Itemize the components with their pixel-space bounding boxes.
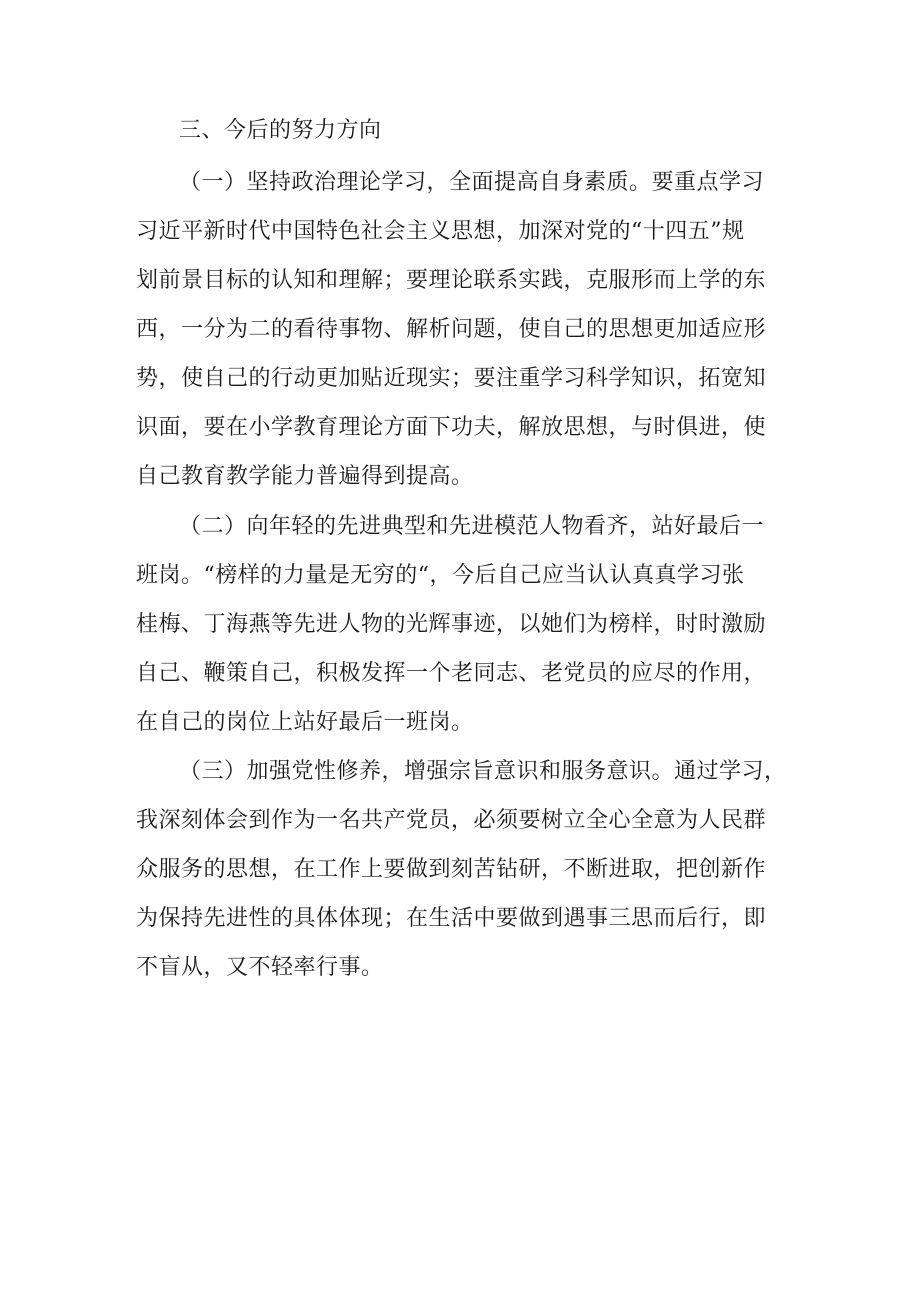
paragraph-2-line-3: 桂梅、丁海燕等先进人物的光辉事迹，以她们为榜样，时时激励 — [136, 612, 767, 637]
paragraph-1-line-5: 势，使自己的行动更加贴近现实；要注重学习科学知识，拓宽知 — [136, 366, 767, 391]
paragraph-1-line-6: 识面，要在小学教育理论方面下功夫，解放思想，与时俱进，使 — [136, 415, 767, 440]
paragraph-3-line-4: 为保持先进性的具体体现；在生活中要做到遇事三思而后行，即 — [136, 906, 767, 931]
paragraph-1-line-3: 划前景目标的认知和理解；要理论联系实践，克服形而上学的东 — [136, 268, 767, 293]
paragraph-2-line-4: 自己、鞭策自己，积极发挥一个老同志、老党员的应尽的作用， — [136, 661, 767, 686]
paragraph-3-line-1: （三）加强党性修养，增强宗旨意识和服务意识。通过学习， — [179, 759, 787, 784]
paragraph-1-line-2: 习近平新时代中国特色社会主义思想，加深对党的“十四五”规 — [136, 219, 745, 244]
paragraph-1-line-1: （一）坚持政治理论学习，全面提高自身素质。要重点学习 — [179, 170, 765, 195]
paragraph-3-line-3: 众服务的思想，在工作上要做到刻苦钻研，不断进取，把创新作 — [136, 857, 767, 882]
paragraph-1-line-7: 自己教育教学能力普遍得到提高。 — [136, 464, 474, 489]
section-heading: 三、今后的努力方向 — [179, 118, 382, 143]
paragraph-1-line-4: 西，一分为二的看待事物、解析问题，使自己的思想更加适应形 — [136, 317, 767, 342]
paragraph-2-line-2: 班岗。“榜样的力量是无穷的“，今后自己应当认认真真学习张 — [136, 563, 745, 588]
paragraph-3-line-2: 我深刻体会到作为一名共产党员，必须要树立全心全意为人民群 — [136, 808, 767, 833]
paragraph-3-line-5: 不盲从，又不轻率行事。 — [136, 955, 384, 980]
paragraph-2-line-5: 在自己的岗位上站好最后一班岗。 — [136, 710, 474, 735]
paragraph-2-line-1: （二）向年轻的先进典型和先进模范人物看齐，站好最后一 — [179, 514, 765, 539]
